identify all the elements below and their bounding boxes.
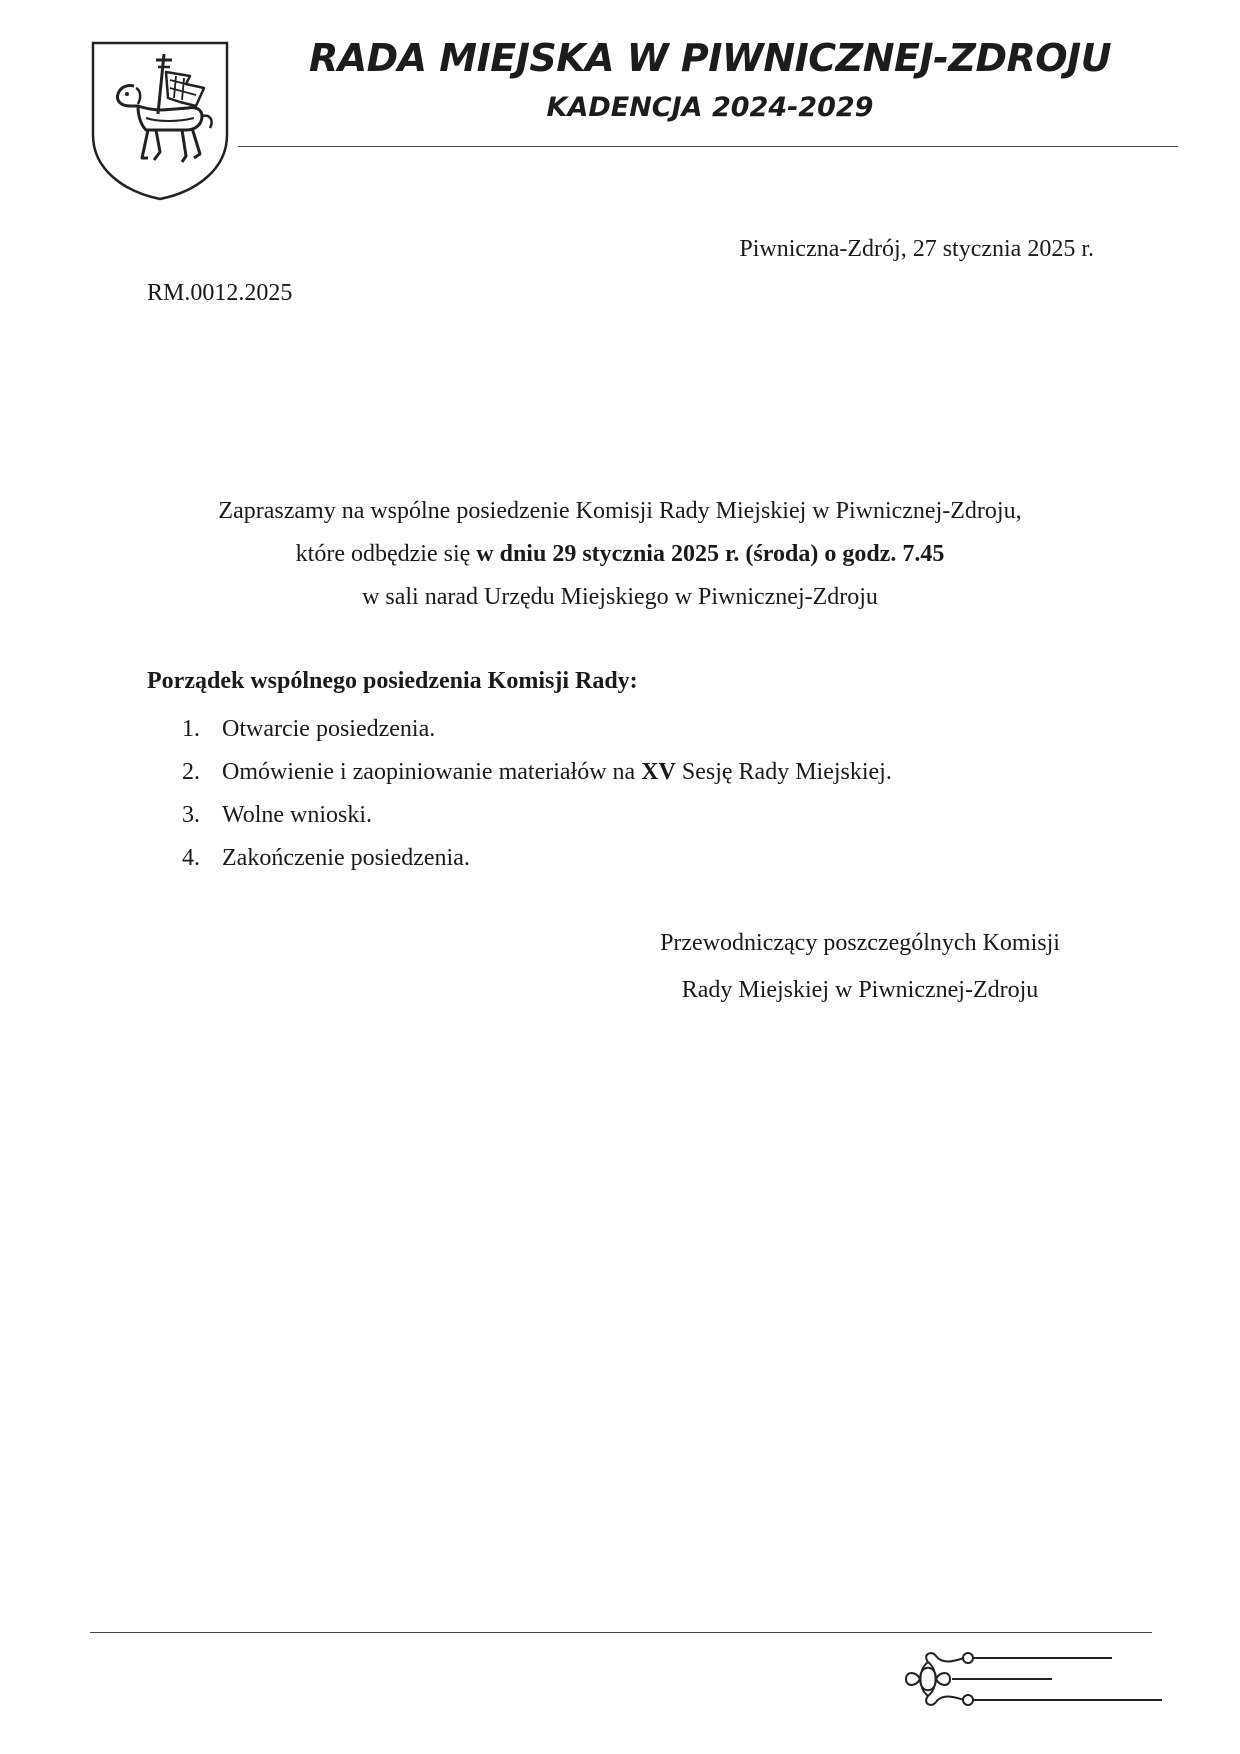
header-divider (238, 146, 1178, 147)
agenda-item (182, 708, 892, 751)
invitation-text (120, 490, 1120, 619)
reference-number: RM.0012.2025 (147, 280, 293, 306)
meeting-datetime: w dniu 29 stycznia 2025 r. (środa) o godz. 7.45 (476, 541, 945, 567)
agenda-heading: Porządek wspólnego posiedzenia Komisji Rady: (147, 668, 638, 694)
invitation-line-2 (120, 533, 1120, 576)
agenda-item-number: 1. (182, 716, 200, 742)
agenda-item-text: Zakończenie posiedzenia. (222, 845, 470, 871)
place-date: Piwniczna-Zdrój, 27 stycznia 2025 r. (739, 236, 1094, 262)
invitation-line-3: w sali narad Urzędu Miejskiego w Piwnicznej-Zdroju (362, 584, 878, 610)
invitation-line-1: Zapraszamy na wspólne posiedzenie Komisji Rady Miejskiej w Piwnicznej-Zdroju, (218, 498, 1022, 524)
signature-line-1: Przewodniczący poszczególnych Komisji (660, 930, 1060, 956)
session-number: XV (641, 759, 676, 785)
agenda-item-text: Wolne wnioski. (222, 802, 373, 828)
agenda-item-text-before: Omówienie i zaopiniowanie materiałów na (222, 759, 642, 785)
agenda-item-number: 4. (182, 845, 200, 871)
agenda-item-number: 3. (182, 802, 200, 828)
council-name-title: RADA MIEJSKA W PIWNICZNEJ-ZDROJU (308, 36, 1112, 80)
agenda-item-number: 2. (182, 759, 200, 785)
agenda-item (182, 751, 892, 794)
signature-block (640, 920, 1080, 1014)
signature-line-2: Rady Miejskiej w Piwnicznej-Zdroju (681, 977, 1039, 1003)
agenda-item (182, 794, 892, 837)
agenda-list (182, 708, 892, 880)
agenda-item (182, 837, 892, 880)
term-subtitle: KADENCJA 2024-2029 (546, 92, 874, 123)
footer-divider (90, 1632, 1152, 1633)
agenda-item-text: Otwarcie posiedzenia. (222, 716, 436, 742)
coat-of-arms-lamb-icon (90, 40, 230, 202)
invitation-line-2-prefix: które odbędzie się (295, 541, 477, 567)
agenda-item-text-after: Sesję Rady Miejskiej. (675, 759, 892, 785)
decorative-flourish-icon (892, 1644, 1164, 1714)
